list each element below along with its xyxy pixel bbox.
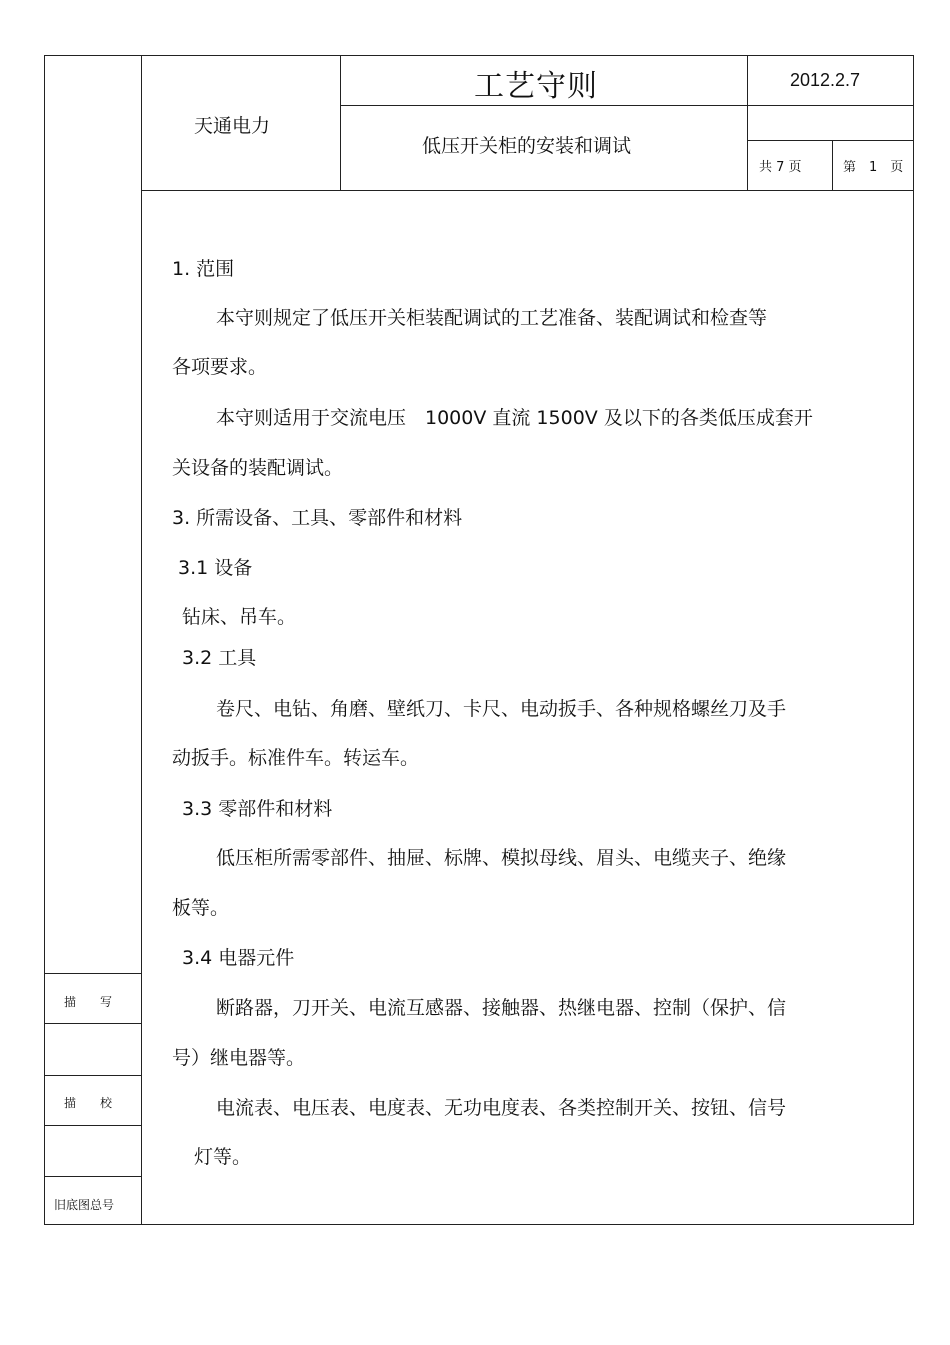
company-name: 天通电力: [194, 115, 271, 137]
subsection-heading: 3.1 设备: [178, 557, 253, 579]
paragraph-line: 卷尺、电钻、角磨、壁纸刀、卡尺、电动扳手、各种规格螺丝刀及手: [216, 698, 787, 720]
sidebar-row-line-3: [44, 1075, 141, 1076]
paragraph-line: 低压柜所需零部件、抽屉、标牌、模拟母线、眉头、电缆夹子、绝缘: [216, 847, 787, 869]
total-pages: 共 7 页: [759, 160, 802, 175]
subsection-heading: 3.2 工具: [182, 647, 257, 669]
subsection-heading: 3.4 电器元件: [182, 947, 295, 969]
sidebar-row-line-4: [44, 1125, 141, 1126]
sidebar-divider: [141, 55, 142, 1225]
header-divider-left: [340, 55, 341, 191]
paragraph-line: 本守则规定了低压开关柜装配调试的工艺准备、装配调试和检查等: [216, 307, 768, 329]
page-number: 第 1 页: [843, 160, 904, 175]
subsection-heading: 3.3 零部件和材料: [182, 798, 333, 820]
sidebar-row-line-2: [44, 1023, 141, 1024]
paragraph-line: 电流表、电压表、电度表、无功电度表、各类控制开关、按钮、信号: [216, 1097, 787, 1119]
check-label: 描 校: [64, 1096, 113, 1110]
date-row-divider: [747, 140, 914, 141]
section-heading: 3. 所需设备、工具、零部件和材料: [172, 507, 463, 529]
header-bottom-line: [141, 190, 914, 191]
paragraph-line: 钻床、吊车。: [182, 606, 297, 628]
sidebar-row-line-5: [44, 1176, 141, 1177]
section-heading: 1. 范围: [172, 258, 235, 280]
header-divider-right: [747, 55, 748, 191]
paragraph-line: 板等。: [172, 897, 230, 919]
title-row-divider: [340, 105, 914, 106]
paragraph-line: 灯等。: [194, 1146, 252, 1168]
paragraph-line: 动扳手。标准件车。转运车。: [172, 747, 420, 769]
paragraph-line: 各项要求。: [172, 356, 268, 378]
paragraph-line: 本守则适用于交流电压 1000V 直流 1500V 及以下的各类低压成套开: [216, 407, 813, 429]
document-title: 工艺守则: [474, 69, 598, 104]
old-drawing-number-label: 旧底图总号: [54, 1198, 115, 1212]
paragraph-line: 关设备的装配调试。: [172, 457, 344, 479]
page-cell-divider: [832, 140, 833, 191]
draw-label: 描 写: [64, 995, 113, 1009]
document-subject: 低压开关柜的安装和调试: [422, 135, 632, 157]
document-date: 2012.2.7: [790, 70, 861, 90]
sidebar-row-line-1: [44, 973, 141, 974]
paragraph-line: 断路器，刀开关、电流互感器、接触器、热继电器、控制（保护、信: [216, 997, 787, 1019]
paragraph-line: 号）继电器等。: [172, 1047, 306, 1069]
